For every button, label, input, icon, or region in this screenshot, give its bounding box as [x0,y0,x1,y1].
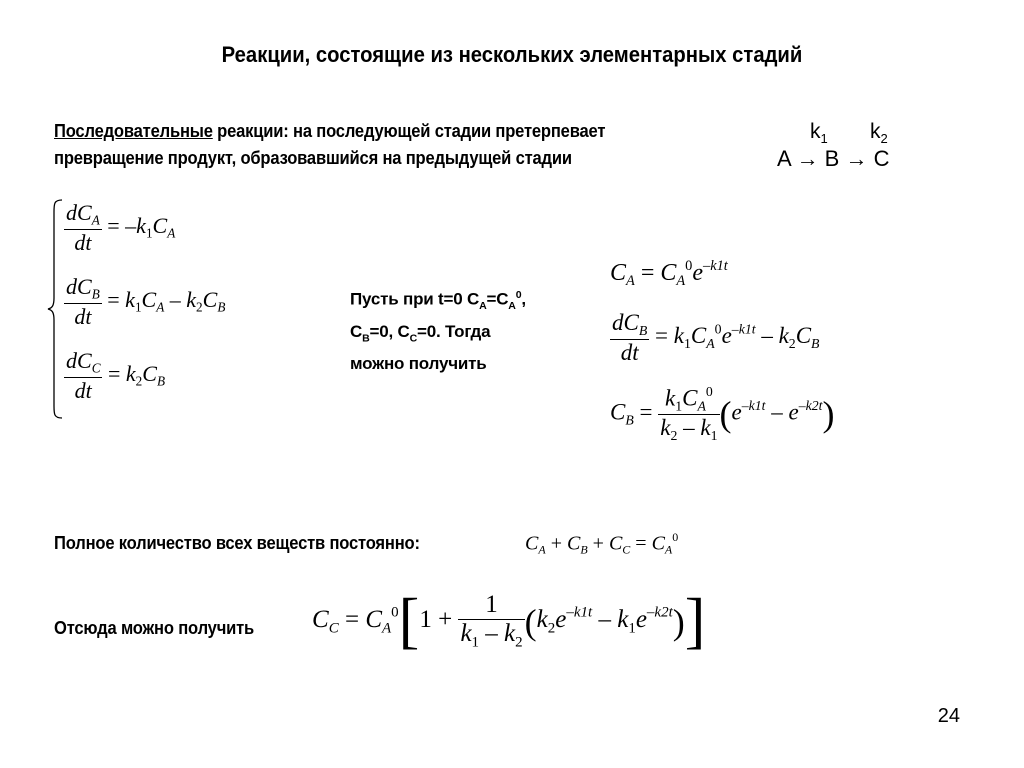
scheme-k2: $k_2$ [870,120,888,147]
ode-a: $\frac{dC_A}{dt}$ = $-k_1C_A$ [66,200,176,255]
ode-b: $\frac{dC_B}{dt}$ = $k_1C_A - k_2C_B$ [66,274,226,329]
page-number: 24 [937,705,960,727]
initial-conditions: Пусть при t=0 $C_A=C_A^0$, $C_B=0$, $C_C=0$. Тогда можно получить [350,289,526,374]
intro-text [54,118,680,172]
conservation-label: Полное количество всех веществ постоянно: [54,533,420,553]
intro-underlined: Последовательные [54,121,213,141]
system-brace [46,198,66,420]
scheme-equation: A → B → C [777,146,890,171]
conservation-equation: $C_A + C_B + C_C = C_A^0$ [525,530,679,557]
ode-system [46,198,306,420]
intro-line1-rest: реакции: на последующей стадии претерпевает [212,121,606,141]
solution-dcb: $\frac{dC_B}{dt}$ = $k_1C_A^0e^{-k1t} - k_2C_B$ [612,310,820,365]
final-equation: $C_C = C_A^0[1$ + $\frac{1}{k_1 - k_2}$ $(k_2e^{-k1t} - k_1e^{-k2t})$] [312,587,706,655]
result-label: Отсюда можно получить [54,618,255,638]
reaction-scheme [772,118,942,178]
scheme-k1: $k_1$ [810,120,828,147]
ode-c: $\frac{dC_C}{dt}$ = $k_2C_B$ [66,348,166,403]
intro-line2: превращение продукт, образовавшийся на предыдущей стадии [54,148,572,168]
solution-cb: $C_B$ = $\frac{k_1C_A^0}{k_2 - k_1}$ $(e^{-k1t} - e^{-k2t})$ [610,384,835,444]
solution-ca: $C_A = C_A^0e^{-k1t}$ [610,258,728,290]
slide-title: Реакции, состоящие из нескольких элементарных стадий [221,42,803,67]
